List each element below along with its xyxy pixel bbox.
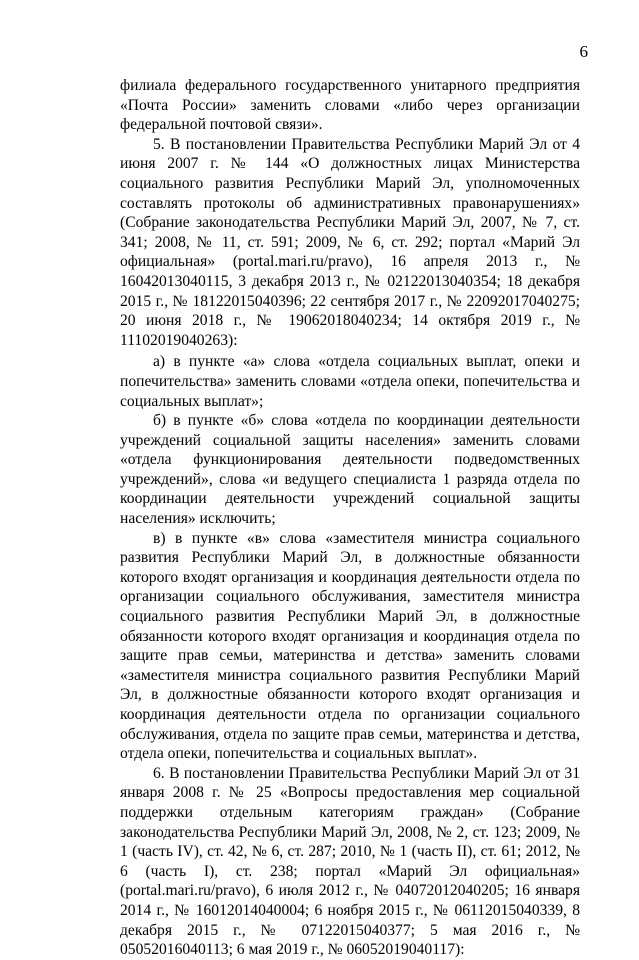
page-number: 6 [579,42,588,61]
paragraph-subitem-b: б) в пункте «б» слова «отдела по координации деятельности учреждений социальной защиты населения» заменить словами «отдела функционирования деятельности подведомственных учреждений», слова «и ведущего специалиста 1 разряда отдела по координации деятельности учреждений социальной защиты населения» исключить; [120,412,580,528]
paragraph-subitem-v: в) в пункте «в» слова «заместителя министра социального развития Республики Марий Эл, в должностные обязанности которого входят организация и координация деятельности отдела по организации социального обслуживания, заместителя министра социального развития Республики Марий Эл, в должностные обязанности которого входят организация и координация отдела по защите прав семьи, материнства и детства» заменить словами «заместителя министра социального развития Республики Марий Эл, в должностные обязанности которого входят организация и координация деятельности отдела по организации социального обслуживания, отдела по защите прав семьи, материнства и детства, отдела опеки, попечительства и социальных выплат». [120,529,580,763]
paragraph-item-6: 6. В постановлении Правительства Республики Марий Эл от 31 января 2008 г. № 25 «Вопросы предоставления мер социальной поддержки отдельным категориям граждан» (Собрание законодательства Республики Марий Эл, 2008, № 2, ст. 123; 2009, № 1 (часть IV), ст. 42, № 6, ст. 287; 2010, № 1 (часть II), ст. 61; 2012, № 6 (часть I), ст. 238; портал «Марий Эл официальная» (portal.mari.ru/pravo), 6 июля 2012 г., № 04072012040205; 16 января 2014 г., № 16012014040004; 6 ноября 2015 г., № 06112015040339, 8 декабря 2015 г., № 07122015040377; 5 мая 2016 г., № 05052016040113; 6 мая 2019 г., № 06052019040117): [120,764,580,959]
paragraph-subitem-a: а) в пункте «а» слова «отдела социальных выплат, опеки и попечительства» заменить словами «отдела опеки, попечительства и социальных выплат»; [120,353,580,410]
paragraph-item-5: 5. В постановлении Правительства Республики Марий Эл от 4 июня 2007 г. № 144 «О должностных лицах Министерства социального развития Республики Марий Эл, уполномоченных составлять протоколы об административных правонарушениях» (Собрание законодательства Республики Марий Эл, 2007, № 7, ст. 341; 2008, № 11, ст. 591; 2009, № 6, ст. 292; портал «Марий Эл официальная» (portal.mari.ru/pravo), 16 апреля 2013 г., № 16042013040115, 3 декабря 2013 г., № 02122013040354; 18 декабря 2015 г., № 18122015040396; 22 сентября 2017 г., № 22092017040275; 20 июня 2018 г., № 19062018040234; 14 октября 2019 г., № 11102019040263): [120,135,580,349]
paragraph-continuation: филиала федерального государственного унитарного предприятия «Почта России» заменить словами «либо через организации федеральной почтовой связи». [120,77,580,134]
document-body [120,76,580,960]
